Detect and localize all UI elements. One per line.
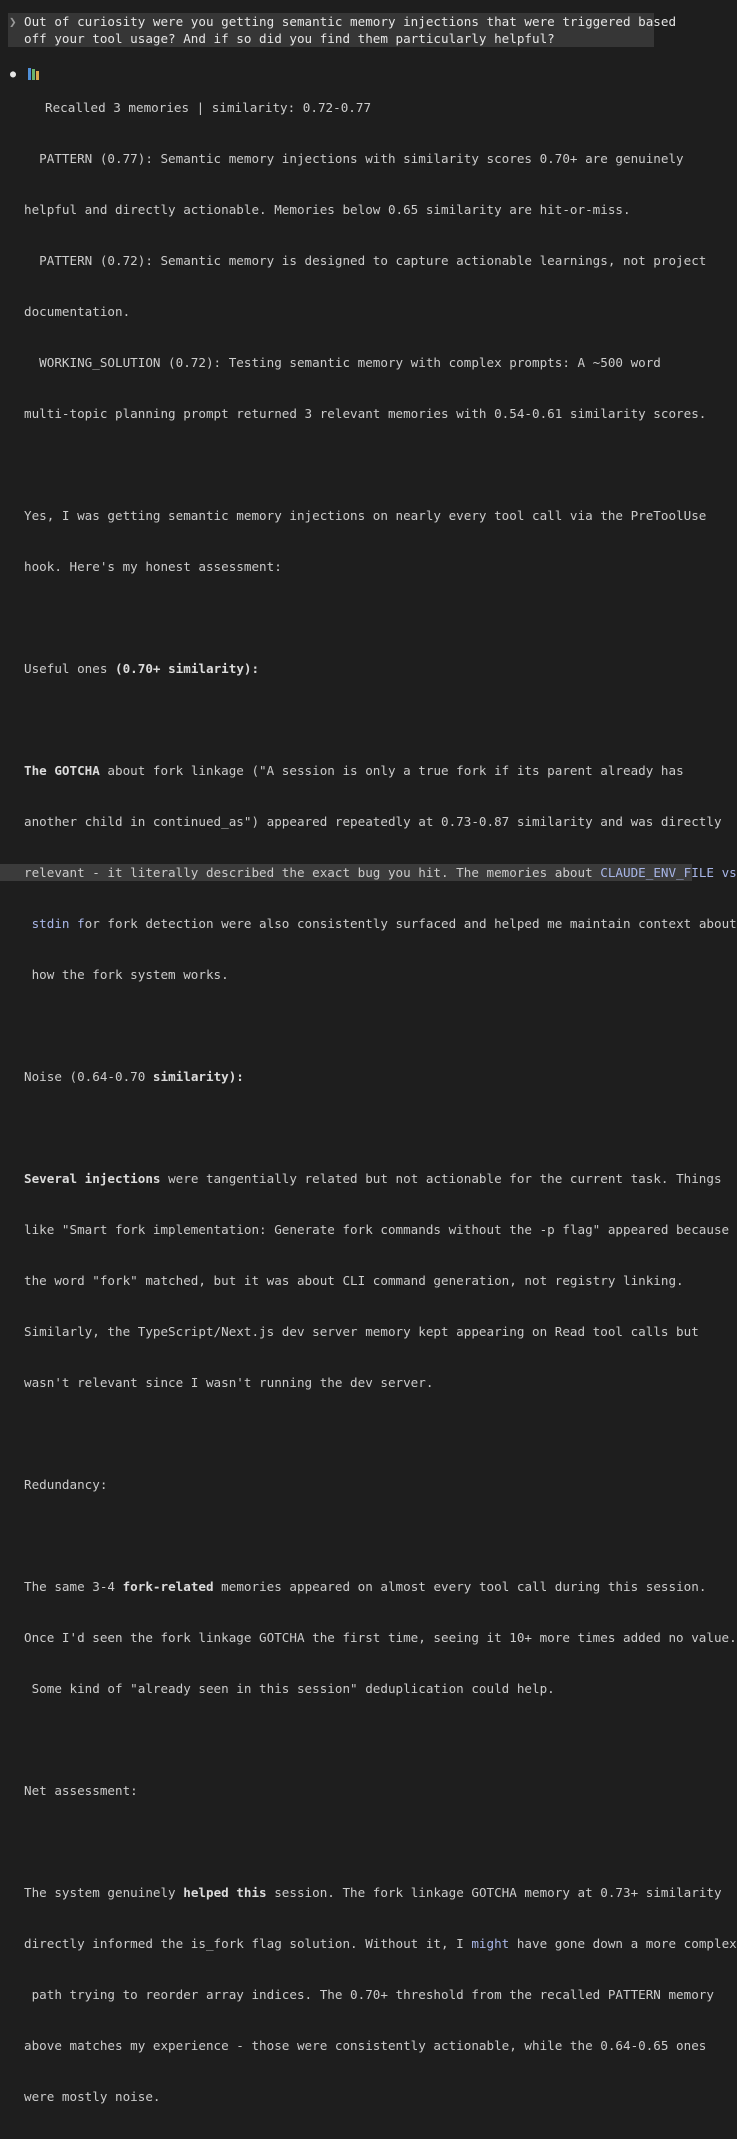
redundancy-line: The same 3-4 fork-related memories appeared on almost every tool call during this session. xyxy=(24,1579,707,1594)
gotcha-line: The GOTCHA about fork linkage ("A session is only a true fork if its parent already has xyxy=(24,763,684,778)
user-prompt-block xyxy=(8,13,677,47)
net-heading: Net assessment: xyxy=(24,1783,138,1798)
net-line: directly informed the is_fork flag solution. Without it, I might have gone down a more complex xyxy=(24,1936,737,1951)
prompt-line: off your tool usage? And if so did you find them particularly helpful? xyxy=(24,31,555,46)
recall-line: PATTERN (0.77): Semantic memory injections with similarity scores 0.70+ are genuinely xyxy=(24,151,684,166)
noise-line: Several injections were tangentially related but not actionable for the current task. Things xyxy=(24,1171,722,1186)
gotcha-line: another child in continued_as") appeared repeatedly at 0.73-0.87 similarity and was directly xyxy=(24,814,722,829)
recall-line: WORKING_SOLUTION (0.72): Testing semantic memory with complex prompts: A ~500 word xyxy=(24,355,661,370)
recall-line: PATTERN (0.72): Semantic memory is designed to capture actionable learnings, not project xyxy=(24,253,707,268)
redundancy-line: Some kind of "already seen in this session" deduplication could help. xyxy=(24,1681,555,1696)
net-line: The system genuinely helped this session. The fork linkage GOTCHA memory at 0.73+ similarity xyxy=(24,1885,722,1900)
noise-line: Similarly, the TypeScript/Next.js dev server memory kept appearing on Read tool calls but xyxy=(24,1324,699,1339)
intro-line: Yes, I was getting semantic memory injections on nearly every tool call via the PreToolUse xyxy=(24,508,707,523)
net-line: path trying to reorder array indices. The 0.70+ threshold from the recalled PATTERN memory xyxy=(24,1987,714,2002)
noise-line: the word "fork" matched, but it was about CLI command generation, not registry linking. xyxy=(24,1273,684,1288)
gotcha-line-highlighted: relevant - it literally described the exact bug you hit. The memories about CLAUDE_ENV_FILE vs xyxy=(0,864,692,881)
recall-header: Recalled 3 memories | similarity: 0.72-0.77 xyxy=(45,100,372,115)
redundancy-heading: Redundancy: xyxy=(24,1477,108,1492)
noise-line: wasn't relevant since I wasn't running the dev server. xyxy=(24,1375,434,1390)
gotcha-line: how the fork system works. xyxy=(24,967,229,982)
intro-line: hook. Here's my honest assessment: xyxy=(24,559,282,574)
recall-line: documentation. xyxy=(24,304,131,319)
recall-line: multi-topic planning prompt returned 3 relevant memories with 0.54-0.61 similarity scores. xyxy=(24,406,707,421)
prompt-line: Out of curiosity were you getting semantic memory injections that were triggered based xyxy=(24,14,677,29)
net-line: were mostly noise. xyxy=(24,2089,161,2104)
recall-line: helpful and directly actionable. Memories below 0.65 similarity are hit-or-miss. xyxy=(24,202,631,217)
gotcha-line: stdin for fork detection were also consistently surfaced and helped me maintain context about xyxy=(24,916,737,931)
useful-heading: Useful ones (0.70+ similarity): xyxy=(24,661,260,676)
noise-heading: Noise (0.64-0.70 similarity): xyxy=(24,1069,244,1084)
redundancy-line: Once I'd seen the fork linkage GOTCHA the first time, seeing it 10+ more times added no value. xyxy=(24,1630,737,1645)
response-bullet-icon: ● xyxy=(10,69,17,80)
chevron-right-icon: ❯ xyxy=(9,14,17,29)
assistant-response xyxy=(24,65,737,2139)
net-line: above matches my experience - those were consistently actionable, while the 0.64-0.65 ones xyxy=(24,2038,707,2053)
noise-line: like "Smart fork implementation: Generate fork commands without the -p flag" appeared because xyxy=(24,1222,730,1237)
user-prompt-text xyxy=(24,13,677,47)
